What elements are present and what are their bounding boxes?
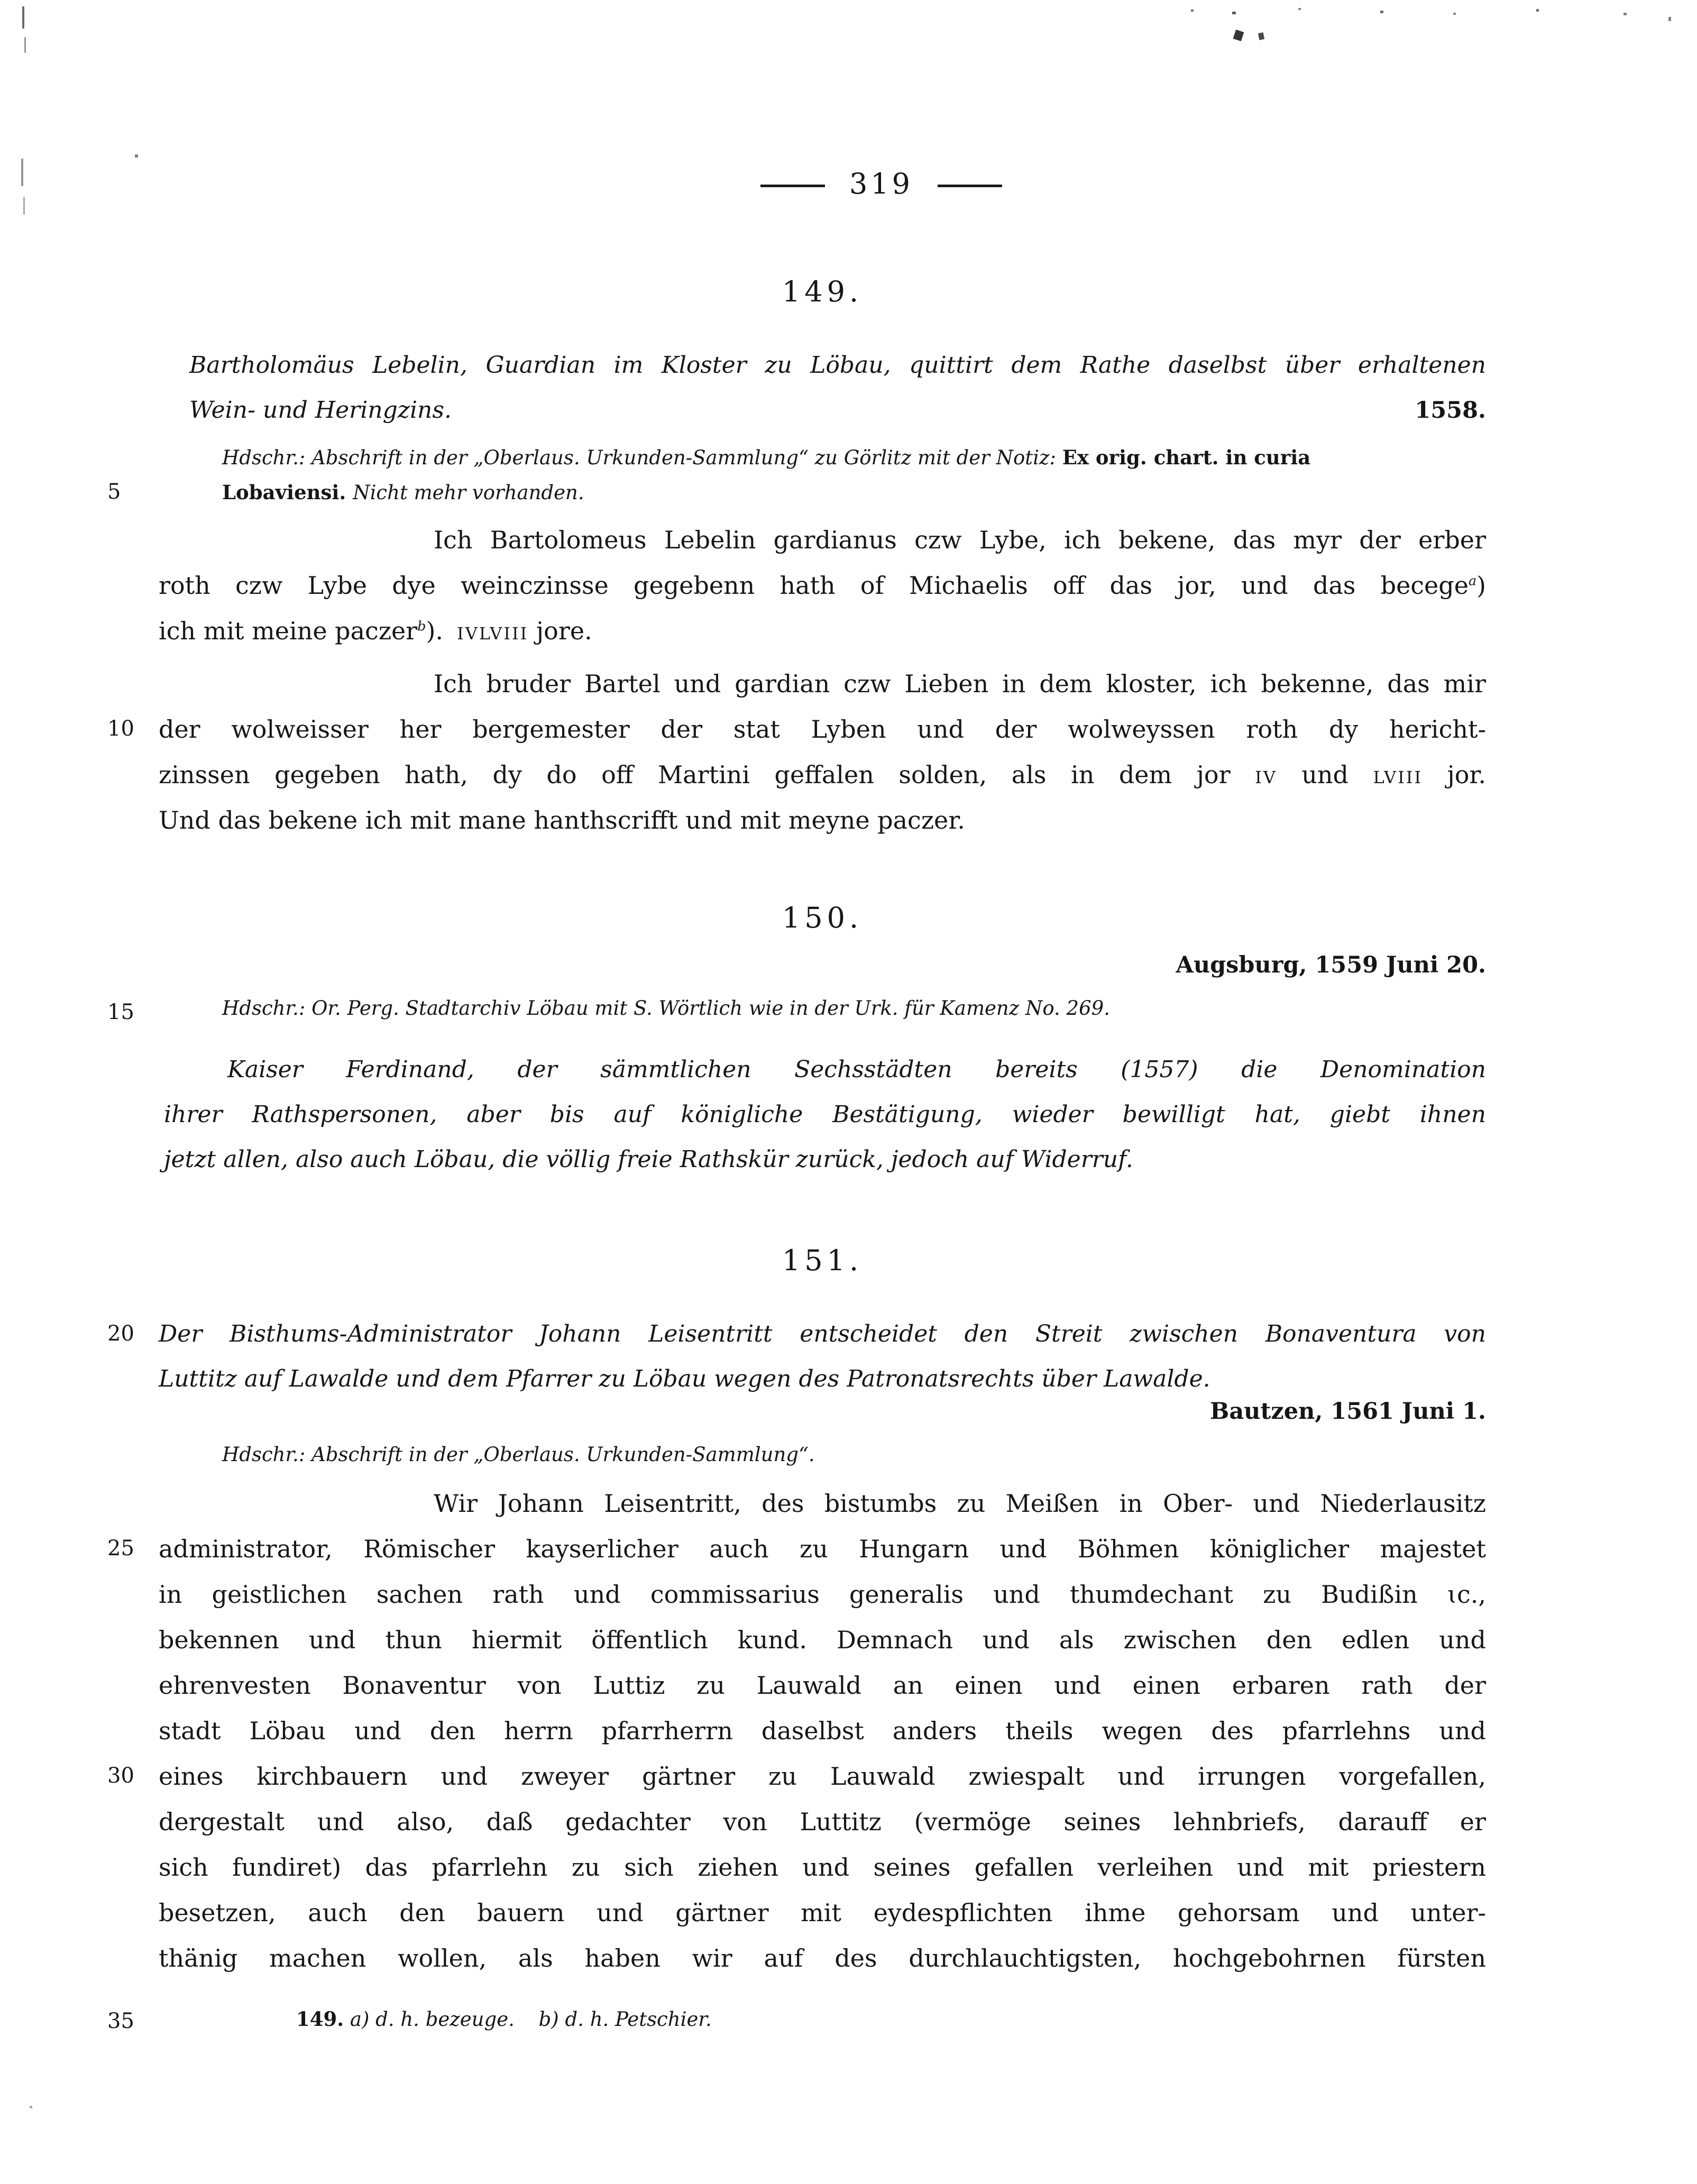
entry-150-summary [164,1047,1486,1182]
scan-artifact [1668,17,1671,21]
page-header [33,168,1697,200]
page-number-rule [760,185,825,187]
summary-line: Kaiser Ferdinand, der sämmtlichen Sechsstädten bereits (1557) die Denomination [227,1056,1486,1083]
margin-line-number-10: 10 [107,717,134,741]
body-segment: jor. [1422,760,1486,789]
body-line: besetzen, auch den bauern und gärtner mit eydespflichten ihme gehorsam und unter- [159,1898,1486,1927]
scan-artifact [1233,30,1244,41]
page-number: 319 [849,167,914,200]
scan-artifact [1258,32,1264,40]
body-line: eines kirchbauern und zweyer gärtner zu Lauwald zwiespalt und irrungen vorgefallen, [159,1762,1486,1791]
body-line: Und das bekene ich mit mane hanthscrifft und mit meyne paczer. [159,806,965,834]
body-line: der wolweisser her bergemester der stat Lyben und der wolweyssen roth dy hericht- [159,715,1486,744]
footnote-marker-b: b [417,618,426,634]
summary-line: ihrer Rathspersonen, aber bis auf königliche Bestätigung, wieder bewilligt hat, giebt ihnen [164,1101,1486,1128]
scan-artifact [21,159,23,186]
summary-line: Der Bisthums-Administrator Johann Leisentritt entscheidet den Streit zwischen Bonaventura von [159,1320,1486,1347]
footnote-ref: 149. [296,2007,344,2031]
summary-text: Wein- und Heringzins. [189,397,452,424]
scan-artifact [30,2106,32,2108]
margin-line-number-35: 35 [107,2009,134,2033]
body-segment: und [1277,760,1373,789]
entry-150-source-note [222,991,1486,1026]
margin-line-number-20: 20 [107,1322,134,1346]
footnote-a: a) d. h. bezeuge. [350,2008,515,2031]
source-roman: Lobaviensi. [222,481,353,504]
body-segment: ich mit meine paczer [159,617,418,645]
margin-line-number-5: 5 [107,480,121,504]
entry-149-source-note [222,440,1486,510]
body-line: administrator, Römischer kayserlicher auch zu Hungarn und Böhmen königlicher majestet [159,1535,1486,1563]
entry-149-heading: 149. [782,275,863,308]
body-line [159,563,1486,608]
scan-artifact [1623,13,1627,15]
body-line: dergestalt und also, daß gedachter von Luttitz (vermöge seines lehnbriefs, darauff er [159,1807,1486,1836]
entry-151-date: Bautzen, 1561 Juni 1. [1209,1398,1486,1425]
source-italic: Hdschr.: Abschrift in der „Oberlaus. Urkunden-Sammlung“ zu Görlitz mit der Notiz: [222,446,1062,469]
body-line [159,752,1486,797]
date-1558: 1558. [1415,397,1486,424]
body-segment: ) [1476,571,1486,600]
roman-numeral: iv [1255,760,1277,789]
body-line: Ich Bartolomeus Lebelin gardianus czw Lybe, ich bekene, das myr der erber [434,526,1486,554]
body-line: Wir Johann Leisentritt, des bistumbs zu Meißen in Ober- und Niederlausitz [434,1489,1486,1518]
body-line: thänig machen wollen, als haben wir auf des durchlauchtigsten, hochgebohrnen fürsten [159,1944,1486,1972]
scan-artifact [135,154,138,158]
scan-artifact [22,6,24,29]
source-line: Hdschr.: Abschrift in der „Oberlaus. Urkunden-Sammlung“. [222,1443,815,1466]
margin-line-number-15: 15 [107,1000,134,1024]
body-segment: roth czw Lybe dye weinczinsse gegebenn hath of Michaelis off das jor, und das becege [159,571,1469,600]
body-segment: jore. [528,617,592,645]
entry-151-body [159,1481,1486,1981]
summary-line: jetzt allen, also auch Löbau, die völlig freie Rathskür zurück, jedoch auf Widerruf. [164,1146,1133,1173]
entry-149-summary [189,343,1486,433]
margin-line-number-25: 25 [107,1536,134,1561]
summary-line [189,388,1486,433]
footnote-b: b) d. h. Petschier. [538,2008,712,2031]
page-number-rule [938,185,1002,187]
body-line: stadt Löbau und den herrn pfarrherrn daselbst anders theils wegen des pfarrlehns und [159,1717,1486,1745]
scan-artifact [24,37,26,53]
body-line [159,608,1486,654]
entry-151-heading: 151. [782,1244,863,1277]
summary-line: Luttitz auf Lawalde und dem Pfarrer zu Löbau wegen des Patronatsrechts über Lawalde. [159,1365,1210,1392]
footnote-marker-a: a [1468,573,1477,589]
entry-150-heading: 150. [782,901,863,934]
entry-149-paragraph-2 [159,661,1486,843]
source-roman: Ex orig. chart. in curia [1062,446,1311,469]
scan-artifact [1453,13,1456,15]
roman-numeral: ivlviii [457,617,529,645]
margin-line-number-30: 30 [107,1764,134,1788]
source-line [222,475,1486,510]
entry-151-summary [159,1311,1486,1401]
scan-artifact [23,197,25,215]
body-line: in geistlichen sachen rath und commissarius generalis und thumdechant zu Budißin ɩc., [159,1580,1486,1609]
source-line [222,440,1486,475]
scan-artifact [1191,10,1194,12]
body-segment: ). [426,617,444,645]
footnote-149 [296,2004,1486,2034]
scan-artifact [1380,11,1383,13]
body-line: bekennen und thun hiermit öffentlich kund. Demnach und als zwischen den edlen und [159,1626,1486,1654]
body-line: Ich bruder Bartel und gardian czw Lieben in dem kloster, ich bekenne, das mir [434,669,1486,698]
scan-artifact [1536,9,1539,12]
scan-artifact [1232,12,1236,14]
entry-149-paragraph-1 [159,517,1486,654]
entry-150-date: Augsburg, 1559 Juni 20. [1176,952,1486,978]
scan-artifact [1298,8,1301,10]
roman-numeral: lviii [1373,760,1423,789]
entry-151-source-note [222,1437,1486,1472]
body-line: ehrenvesten Bonaventur von Luttiz zu Lauwald an einen und einen erbaren rath der [159,1671,1486,1700]
body-segment: zinssen gegeben hath, dy do off Martini geffalen solden, als in dem jor [159,760,1255,789]
summary-line: Bartholomäus Lebelin, Guardian im Kloster zu Löbau, quittirt dem Rathe daselbst über erhaltenen [189,352,1486,379]
source-line: Hdschr.: Or. Perg. Stadtarchiv Löbau mit S. Wörtlich wie in der Urk. für Kamenz No. 269. [222,997,1110,1020]
body-line: sich fundiret) das pfarrlehn zu sich ziehen und seines gefallen verleihen und mit priestern [159,1853,1486,1882]
source-italic: Nicht mehr vorhanden. [353,481,584,504]
